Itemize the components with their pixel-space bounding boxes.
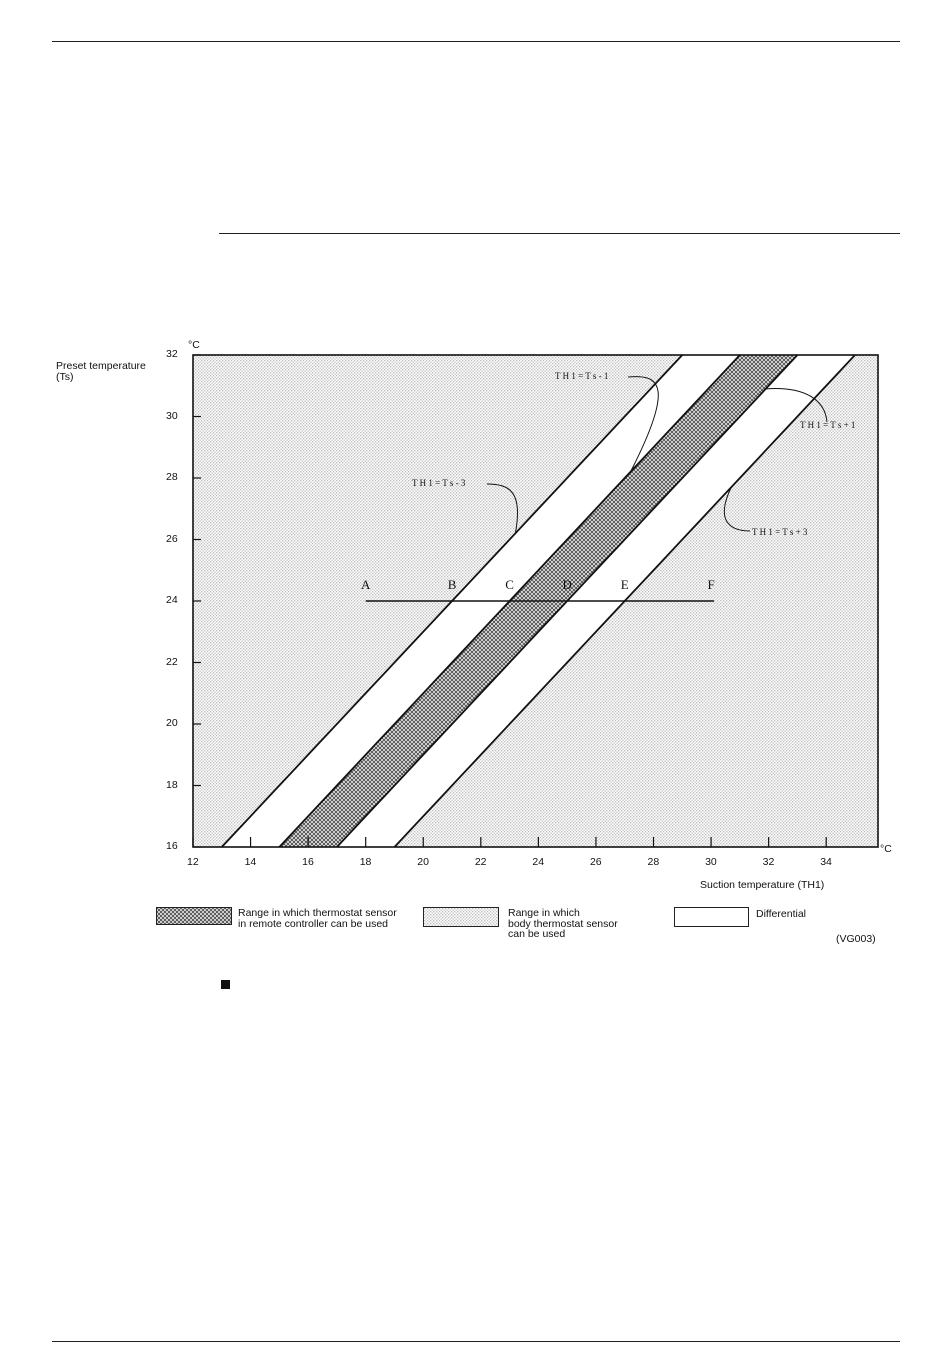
line-label: T H 1 = T s + 3 xyxy=(752,527,808,537)
point-label-d: D xyxy=(562,577,572,592)
x-tick-label: 16 xyxy=(302,856,314,868)
section-bullet xyxy=(221,980,230,989)
point-label-f: F xyxy=(707,577,715,592)
y-tick-label: 22 xyxy=(166,655,178,668)
x-tick-label: 28 xyxy=(647,856,660,868)
legend-stipple-label: Range in which body thermostat sensor can be used xyxy=(508,907,618,940)
legend-differential-swatch xyxy=(674,907,749,927)
x-tick-label: 26 xyxy=(589,856,602,868)
line-label: T H 1 = T s - 3 xyxy=(412,478,466,488)
x-tick-label: 30 xyxy=(705,856,717,868)
legend-stipple-fill xyxy=(424,908,498,926)
y-tick-label: 26 xyxy=(166,532,178,545)
x-tick-label: 32 xyxy=(762,856,775,868)
x-axis-title: Suction temperature (TH1) xyxy=(700,879,825,891)
x-tick-label: 20 xyxy=(417,856,429,868)
y-tick-label: 20 xyxy=(166,717,178,729)
legend-differential-label: Differential xyxy=(756,908,806,920)
line-label: T H 1 = T s + 1 xyxy=(800,420,856,430)
x-tick-label: 22 xyxy=(474,856,487,868)
point-label-e: E xyxy=(620,577,629,592)
y-tick-label: 32 xyxy=(166,348,178,360)
legend-crosshatch-fill xyxy=(157,908,231,924)
x-tick-label: 24 xyxy=(532,856,545,868)
figure-code: (VG003) xyxy=(836,933,876,945)
line-label: T H 1 = T s - 1 xyxy=(555,371,609,381)
x-tick-label: 12 xyxy=(187,856,199,868)
point-label-b: B xyxy=(447,577,457,592)
point-label-a: A xyxy=(360,577,371,592)
y-tick-label: 28 xyxy=(166,471,178,483)
y-tick-label: 18 xyxy=(166,778,178,791)
x-tick-label: 14 xyxy=(244,856,257,868)
y-tick-label: 16 xyxy=(166,840,178,852)
x-unit-label: °C xyxy=(880,843,892,855)
x-tick-label: 18 xyxy=(359,856,372,868)
legend-crosshatch-label: Range in which thermostat sensor in remote controller can be used xyxy=(238,907,397,930)
y-unit-label: °C xyxy=(188,339,200,351)
point-label-c: C xyxy=(505,577,514,592)
y-tick-label: 30 xyxy=(166,409,178,422)
x-tick-label: 34 xyxy=(820,856,832,868)
y-axis-title: Preset temperature (Ts) xyxy=(56,360,146,383)
y-tick-label: 24 xyxy=(166,594,178,606)
